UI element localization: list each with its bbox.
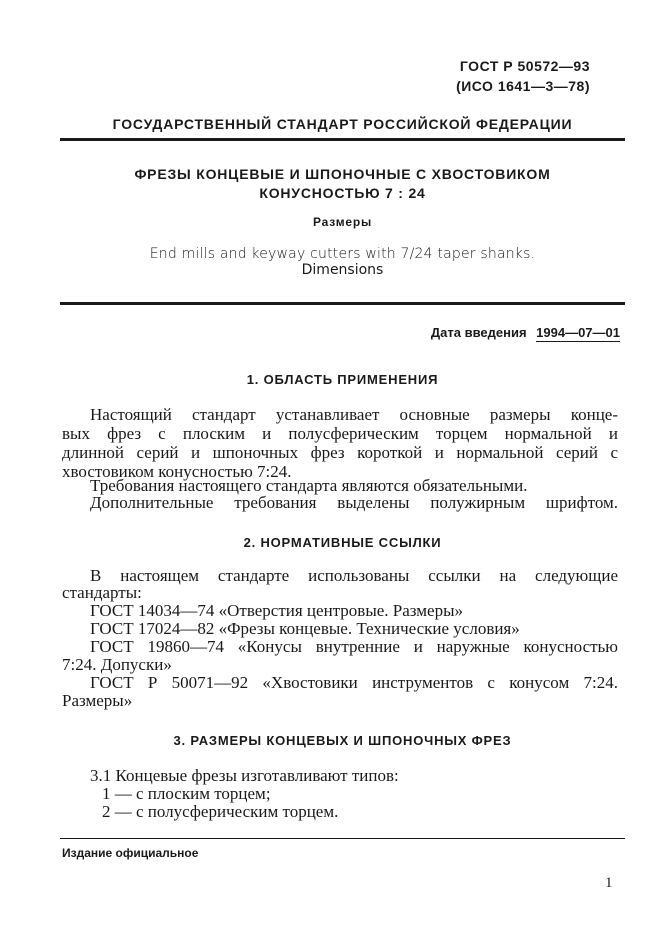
intro-date bbox=[431, 325, 620, 342]
section3-item1: 1 — с плоским торцем; bbox=[102, 784, 271, 803]
section3-item2: 2 — с полусферическим торцем. bbox=[102, 802, 339, 821]
section1-line1: Настоящий стандарт устанавливает основные размеры конце- bbox=[90, 405, 618, 424]
section2-ref1: ГОСТ 14034—74 «Отверстия центровые. Размеры» bbox=[90, 601, 464, 620]
document-title-line2: КОНУСНОСТЬЮ 7 : 24 bbox=[259, 185, 426, 201]
title-rule bbox=[60, 302, 625, 305]
header-rule bbox=[60, 138, 625, 141]
section1-line4: хвостовиком конусностью 7:24. bbox=[62, 462, 292, 481]
section1-line2: вых фрез с плоским и полусферическим торцем нормальной и bbox=[62, 424, 618, 443]
section1-line6: Дополнительные требования выделены полужирным шрифтом. bbox=[90, 493, 618, 512]
english-title-line1: End mills and keyway cutters with 7/24 taper shanks. bbox=[149, 246, 536, 262]
section1-heading: 1. ОБЛАСТЬ ПРИМЕНЕНИЯ bbox=[246, 372, 439, 387]
section2-intro2: стандарты: bbox=[62, 583, 142, 602]
section2-ref3b: 7:24. Допуски» bbox=[62, 655, 172, 674]
section3-heading: 3. РАЗМЕРЫ КОНЦЕВЫХ И ШПОНОЧНЫХ ФРЕЗ bbox=[173, 733, 512, 748]
iso-code: (ИСО 1641—3—78) bbox=[456, 78, 590, 94]
intro-date-value: 1994—07—01 bbox=[536, 325, 620, 340]
section2-heading: 2. НОРМАТИВНЫЕ ССЫЛКИ bbox=[243, 535, 442, 550]
standard-code: ГОСТ Р 50572—93 bbox=[459, 58, 590, 74]
section1-line3: длинной серий и шпоночных фрез короткой и нормальной серий с bbox=[62, 443, 618, 462]
edition-label: Издание официальное bbox=[62, 846, 199, 860]
footer-rule bbox=[60, 838, 625, 839]
document-subtitle: Размеры bbox=[312, 215, 373, 229]
document-title-line1: ФРЕЗЫ КОНЦЕВЫЕ И ШПОНОЧНЫЕ С ХВОСТОВИКОМ bbox=[134, 166, 551, 182]
section1-line5: Требования настоящего стандарта являются обязательными. bbox=[90, 476, 528, 495]
english-title-line2: Dimensions bbox=[301, 262, 384, 278]
section2-ref4b: Размеры» bbox=[62, 691, 133, 710]
section3-p1: 3.1 Концевые фрезы изготавливают типов: bbox=[90, 766, 399, 785]
section2-ref3a: ГОСТ 19860—74 «Конусы внутренние и наружные конусностью bbox=[90, 637, 618, 656]
agency-title: ГОСУДАРСТВЕННЫЙ СТАНДАРТ РОССИЙСКОЙ ФЕДЕРАЦИИ bbox=[112, 116, 573, 132]
page-number: 1 bbox=[605, 875, 613, 891]
section2-intro1: В настоящем стандарте использованы ссылки на следующие bbox=[90, 566, 618, 585]
intro-date-label: Дата введения bbox=[430, 325, 527, 340]
section2-ref2: ГОСТ 17024—82 «Фрезы концевые. Технические условия» bbox=[90, 619, 520, 638]
section2-ref4a: ГОСТ Р 50071—92 «Хвостовики инструментов с конусом 7:24. bbox=[90, 673, 618, 692]
